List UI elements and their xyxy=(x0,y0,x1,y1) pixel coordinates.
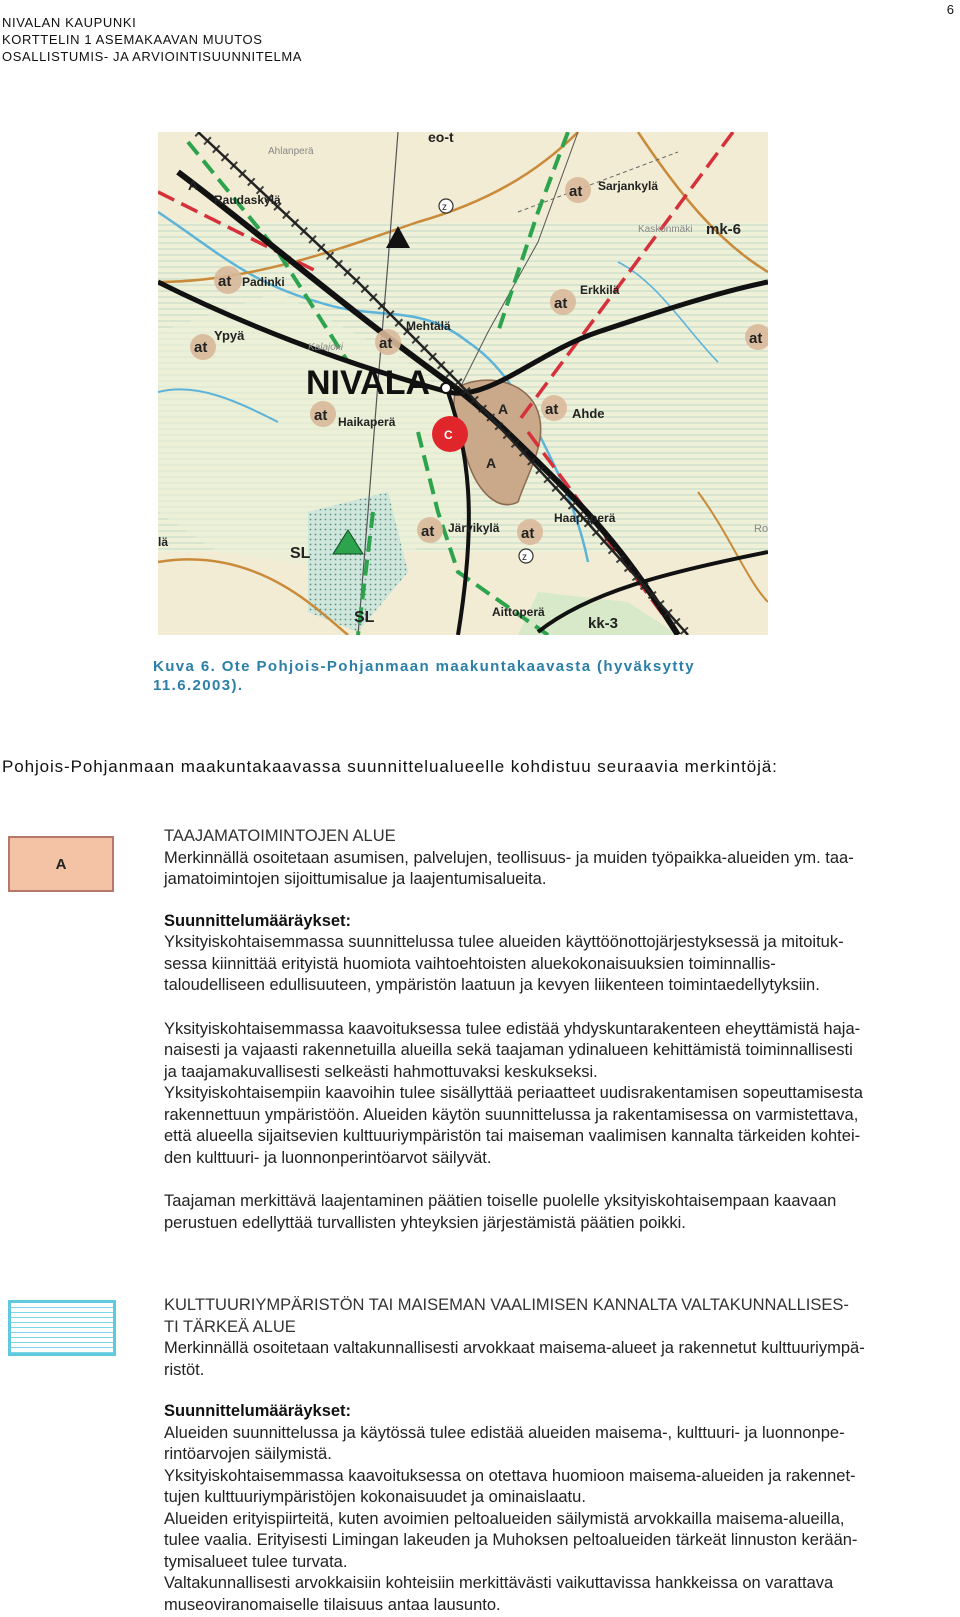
map-label-at-haikapera: at xyxy=(314,407,328,424)
taajama-regulations-title: Suunnittelumääräykset: xyxy=(164,911,352,930)
kulttuuri-reg-line: rintöarvojen säilymistä. xyxy=(164,1445,332,1463)
map-label-a-north: A xyxy=(188,177,199,193)
kulttuuri-regulations-title: Suunnittelumääräykset: xyxy=(164,1402,352,1420)
map-label-eot: eo-t xyxy=(428,132,454,145)
map-label-z-south: z xyxy=(522,552,527,563)
kulttuuri-title-line-1: KULTTUURIYMPÄRISTÖN TAI MAISEMAN VAALIMISEN KANNALTA VALTAKUNNALLISES- xyxy=(164,1296,849,1314)
caption-line-1: Kuva 6. Ote Pohjois-Pohjanmaan maakuntakaavasta (hyväksytty xyxy=(153,658,695,675)
taajama-reg-p2-line: Yksityiskohtaisemmassa kaavoituksessa tulee edistää yhdyskuntarakenteen eheyttämistä haja- xyxy=(164,1019,861,1038)
header-plan-title: KORTTELIN 1 ASEMAKAAVAN MUUTOS xyxy=(2,32,263,47)
map-label-z-north: z xyxy=(442,202,447,213)
taajama-desc-line-2: jamatoimintojen sijoittumisalue ja laajentumisalueita. xyxy=(164,870,547,888)
map-label-at-ahde: at xyxy=(545,401,559,418)
caption-line-2: 11.6.2003). xyxy=(153,677,244,694)
taajama-symbol-label: A xyxy=(55,855,67,873)
taajama-title: TAAJAMATOIMINTOJEN ALUE xyxy=(164,827,396,845)
kulttuuri-desc-line-1: Merkinnällä osoitetaan valtakunnallisesti arvokkaat maisema-alueet ja rakennetut kulttuuriympä- xyxy=(164,1339,865,1357)
kulttuuri-reg-line: tymisalueet tulee turvata. xyxy=(164,1552,348,1571)
header-document-type: OSALLISTUMIS- JA ARVIOINTISUUNNITELMA xyxy=(2,49,303,64)
map-label-erkkila: Erkkilä xyxy=(580,283,620,297)
map-label-sl-south: SL xyxy=(354,609,375,626)
map-label-at-padinki: at xyxy=(218,273,232,290)
map-label-a-town: A xyxy=(498,401,509,417)
map-label-at-erkkila: at xyxy=(554,295,568,312)
taajama-reg-p2-line: Yksityiskohtaisempiin kaavoihin tulee sisällyttää periaatteet uudisrakentamisen sopeuttamisesta xyxy=(164,1084,863,1102)
kulttuuri-title-line-2: TI TÄRKEÄ ALUE xyxy=(164,1317,296,1336)
map-label-sarjankyla: Sarjankylä xyxy=(598,179,659,193)
taajama-reg-p1-line: taloudelliseen edullisuuteen, ympäristön laatuun ja kevyen liikenteen toimintaedellytyksiin. xyxy=(164,976,820,994)
kulttuuri-legend-symbol xyxy=(8,1300,116,1356)
taajama-reg-p3-line: perustuen edellyttää turvallisten yhteyksien järjestämistä päätien poikki. xyxy=(164,1213,686,1232)
taajama-reg-p2-line: rakennettuun ympäristöön. Alueiden käytön suunnittelussa ja rakentamisessa on varmistettava, xyxy=(164,1105,859,1124)
taajama-desc-line-1: Merkinnällä osoitetaan asumisen, palvelujen, teollisuus- ja muiden työpaikka-alueiden ym. taa- xyxy=(164,848,854,867)
map-label-ypya: Ypyä xyxy=(214,328,245,343)
map-label-sl-west: SL xyxy=(290,545,311,562)
kulttuuri-reg-line: museoviranomaiselle tilaisuus antaa lausunto. xyxy=(164,1595,501,1614)
map-label-at-jarvikyla: at xyxy=(421,523,435,540)
map-label-nivala: NIVALA xyxy=(306,364,431,402)
map-label-at-ypya: at xyxy=(194,339,208,356)
taajama-reg-p2-line: den kulttuuri- ja luonnonperintöarvot säilyvät. xyxy=(164,1148,492,1167)
map-label-ro: Ro xyxy=(754,523,768,535)
kulttuuri-reg-line: tulee vaalia. Erityisesti Limingan lakeuden ja Muhoksen peltoalueiden tärkeät linnuston kerään- xyxy=(164,1531,858,1549)
map-label-haapapera: Haapaperä xyxy=(554,511,616,525)
map-label-kaskonmaki: Kaskonmäki xyxy=(638,224,693,235)
map-label-padinki: Padinki xyxy=(242,275,285,289)
taajama-reg-p2-line: ja taajamakuvallisesti selkeästi hahmottuvaksi keskukseksi. xyxy=(164,1062,598,1081)
taajama-reg-p1-line: Yksityiskohtaisemmassa suunnittelussa tulee alueiden käyttöönottojärjestyksessä ja mitoituk- xyxy=(164,933,844,951)
taajama-reg-p2-line: naisesti ja vajaasti rakennetuilla alueilla sekä taajaman ydinalueen kehittämistä toiminnallisesti xyxy=(164,1041,853,1059)
map-label-ahlanpera: Ahlanperä xyxy=(268,146,314,157)
taajama-reg-p2-line: että alueella sijaitsevien kulttuuriympäristön tai maiseman vaalimisen kannalta tärkeiden kohtei- xyxy=(164,1127,861,1145)
map-label-mehtala: Mehtälä xyxy=(406,319,451,333)
kulttuuri-reg-line: Valtakunnallisesti arvokkaisiin kohteisiin merkittävästi vaikuttavissa hankkeissa on varattava xyxy=(164,1574,834,1592)
taajama-legend-symbol xyxy=(8,836,114,892)
kulttuuri-desc-line-2: ristöt. xyxy=(164,1360,205,1379)
map-label-at-mehtala: at xyxy=(379,335,393,352)
map-label-mk6: mk-6 xyxy=(706,221,742,238)
map-label-centre: C xyxy=(444,428,453,442)
taajama-legend-text xyxy=(164,826,954,1234)
map-label-haikapera: Haikaperä xyxy=(338,415,396,429)
map-label-kk3: kk-3 xyxy=(588,615,619,632)
kulttuuri-reg-line: Alueiden erityispiirteitä, kuten avoimien peltoalueiden säilymistä arvokkailla maisema-alueilla, xyxy=(164,1509,845,1528)
map-label-raudaskyla: Raudaskylä xyxy=(214,193,281,207)
document-header xyxy=(2,14,302,65)
taajama-reg-p1-line: sessa kiinnittää erityistä huomiota vaihtoehtoisten aluekokonaisuuksien toiminnallis- xyxy=(164,954,776,973)
taajama-reg-p3-line: Taajaman merkittävä laajentaminen päätien toiselle puolelle yksityiskohtaisempaan kaavaan xyxy=(164,1192,837,1210)
kulttuuri-reg-line: Alueiden suunnittelussa ja käytössä tulee edistää alueiden maisema-, kulttuuri- ja luonnonpe- xyxy=(164,1423,845,1442)
map-label-kalajoki: Kalajoki xyxy=(308,342,344,353)
regional-plan-map xyxy=(158,132,768,635)
map-label-a-south: A xyxy=(486,455,497,471)
map-label-aittopera: Aittoperä xyxy=(492,605,545,619)
kulttuuri-legend-text xyxy=(164,1295,954,1616)
figure-caption xyxy=(153,657,773,695)
map-label-ahde: Ahde xyxy=(572,406,605,421)
kulttuuri-reg-line: tujen kulttuuriympäristöjen kokonaisuudet ja ominaislaatu. xyxy=(164,1488,586,1506)
kulttuuri-reg-line: Yksityiskohtaisemmassa kaavoituksessa on otettava huomioon maisema-alueiden ja rakennet- xyxy=(164,1466,856,1485)
map-label-jarvikyla: Järvikylä xyxy=(448,521,500,535)
header-municipality: NIVALAN KAUPUNKI xyxy=(2,15,137,30)
map-label-at-sarjankyla: at xyxy=(569,183,583,200)
intro-paragraph: Pohjois-Pohjanmaan maakuntakaavassa suunnittelualueelle kohdistuu seuraavia merkintöjä: xyxy=(2,757,778,776)
map-label-at-east: at xyxy=(749,330,763,347)
page-number: 6 xyxy=(946,2,954,17)
map-label-at-haapapera: at xyxy=(521,525,535,542)
map-label-la: lä xyxy=(158,535,169,549)
